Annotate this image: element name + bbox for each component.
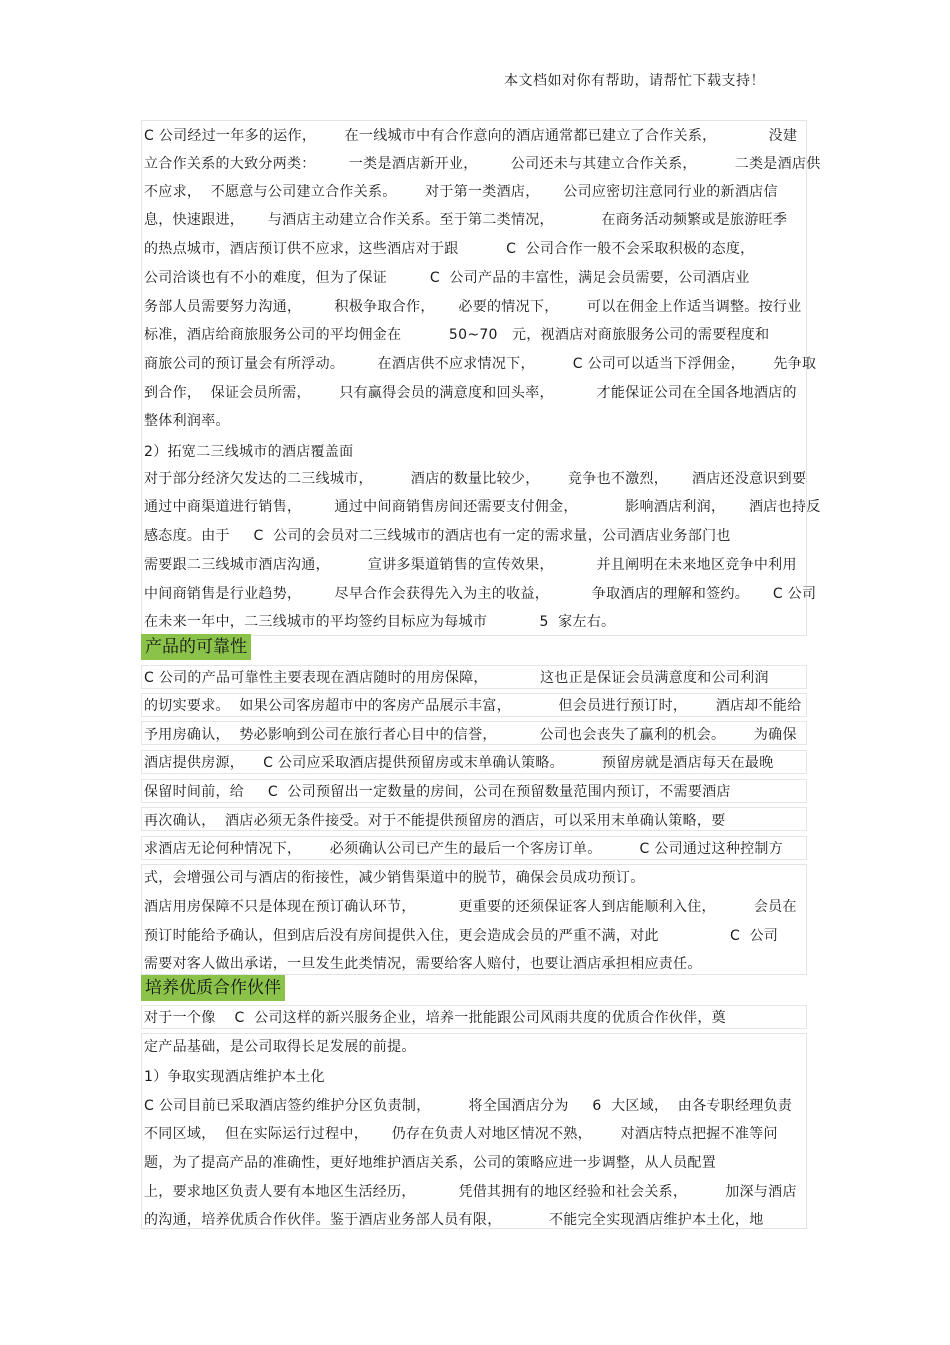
paragraph-line: C 公司的产品可靠性主要表现在酒店随时的用房保障， 这也正是保证会员满意度和公司利润 <box>144 670 769 686</box>
paragraph-line: 式，会增强公司与酒店的衔接性，减少销售渠道中的脱节，确保会员成功预订。 <box>144 870 645 886</box>
section-heading-reliability: 产品的可靠性 <box>141 634 251 660</box>
paragraph-line: 定产品基础，是公司取得长足发展的前提。 <box>144 1039 416 1055</box>
paragraph-line: 务部人员需要努力沟通， 积极争取合作， 必要的情况下， 可以在佣金上作适当调整。按行业 <box>144 299 802 315</box>
paragraph-line: 题，为了提高产品的准确性，更好地维护酒店关系，公司的策略应进一步调整，从人员配置 <box>144 1155 716 1171</box>
paragraph-line: 的热点城市，酒店预订供不应求，这些酒店对于跟 C 公司合作一般不会采取积极的态度， <box>144 241 755 257</box>
paragraph-line: 息，快速跟进， 与酒店主动建立合作关系。至于第二类情况， 在商务活动频繁或是旅游旺季 <box>144 212 788 228</box>
section-heading-partners: 培养优质合作伙伴 <box>141 975 285 1001</box>
paragraph-line: 公司洽谈也有不小的难度，但为了保证 C 公司产品的丰富性，满足会员需要，公司酒店业 <box>144 270 750 286</box>
paragraph-line: 予用房确认， 势必影响到公司在旅行者心目中的信誉， 公司也会丧失了赢利的机会。 为确保 <box>144 727 797 743</box>
paragraph-line: 的切实要求。 如果公司客房超市中的客房产品展示丰富， 但会员进行预订时， 酒店却不能给 <box>144 698 802 714</box>
paragraph-line: 不同区域， 但在实际运行过程中， 仍存在负责人对地区情况不熟， 对酒店特点把握不准等问 <box>144 1126 778 1142</box>
paragraph-line: 需要跟二三线城市酒店沟通， 宣讲多渠道销售的宣传效果， 并且阐明在未来地区竞争中利用 <box>144 557 797 573</box>
paragraph-line: 预订时能给予确认，但到店后没有房间提供入住，更会造成会员的严重不满，对此 C 公司 <box>144 928 779 944</box>
paragraph-line: 需要对客人做出承诺，一旦发生此类情况，需要给客人赔付，也要让酒店承担相应责任。 <box>144 956 702 972</box>
paragraph-line: 在未来一年中，二三线城市的平均签约目标应为每城市 5 家左右。 <box>144 614 616 630</box>
paragraph-line: 上，要求地区负责人要有本地区生活经历， 凭借其拥有的地区经验和社会关系， 加深与酒店 <box>144 1184 797 1200</box>
paragraph-line: 求酒店无论何种情况下， 必须确认公司已产生的最后一个客房订单。 C 公司通过这种控制方 <box>144 841 784 857</box>
paragraph-line: 整体利润率。 <box>144 413 230 429</box>
paragraph-line: 不应求， 不愿意与公司建立合作关系。 对于第一类酒店， 公司应密切注意同行业的新酒店信 <box>144 184 778 200</box>
paragraph-line: 再次确认， 酒店必须无条件接受。对于不能提供预留房的酒店，可以采用末单确认策略，要 <box>144 813 726 829</box>
paragraph-line: 到合作， 保证会员所需， 只有赢得会员的满意度和回头率， 才能保证公司在全国各地酒店的 <box>144 385 797 401</box>
paragraph-line: 标准，酒店给商旅服务公司的平均佣金在 50~70 元，视酒店对商旅服务公司的需要程度和 <box>144 327 770 343</box>
paragraph-line: 的沟通，培养优质合作伙伴。鉴于酒店业务部人员有限， 不能完全实现酒店维护本土化，地 <box>144 1212 764 1228</box>
subheading: 2）拓宽二三线城市的酒店覆盖面 <box>144 444 354 460</box>
paragraph-line: 感态度。由于 C 公司的会员对二三线城市的酒店也有一定的需求量，公司酒店业务部门也 <box>144 528 731 544</box>
paragraph-line: 对于一个像 C 公司这样的新兴服务企业，培养一批能跟公司风雨共度的优质合作伙伴，奠 <box>144 1010 726 1026</box>
paragraph-line: 立合作关系的大致分两类： 一类是酒店新开业， 公司还未与其建立合作关系， 二类是酒店供 <box>144 156 821 172</box>
paragraph-line: 酒店用房保障不只是体现在预订确认环节， 更重要的还须保证客人到店能顺利入住， 会员在 <box>144 899 797 915</box>
paragraph-line: 商旅公司的预订量会有所浮动。 在酒店供不应求情况下， C 公司可以适当下浮佣金， 先争取 <box>144 356 817 372</box>
paragraph-line: 酒店提供房源， C 公司应采取酒店提供预留房或末单确认策略。 预留房就是酒店每天在最晚 <box>144 755 774 771</box>
paragraph-line: C 公司目前已采取酒店签约维护分区负责制， 将全国酒店分为 6 大区域， 由各专职经理负责 <box>144 1098 793 1114</box>
paragraph-line: 通过中商渠道进行销售， 通过中间商销售房间还需要支付佣金， 影响酒店利润， 酒店也持反 <box>144 499 821 515</box>
paragraph-line: 对于部分经济欠发达的二三线城市， 酒店的数量比较少， 竞争也不激烈， 酒店还没意识到要 <box>144 471 807 487</box>
paragraph-line: C 公司经过一年多的运作， 在一线城市中有合作意向的酒店通常都已建立了合作关系， 没建 <box>144 128 798 144</box>
subheading: 1）争取实现酒店维护本土化 <box>144 1069 325 1085</box>
paragraph-line: 保留时间前，给 C 公司预留出一定数量的房间，公司在预留数量范围内预订，不需要酒店 <box>144 784 731 800</box>
page-header-note: 本文档如对你有帮助，请帮忙下载支持！ <box>504 73 765 89</box>
paragraph-line: 中间商销售是行业趋势， 尽早合作会获得先入为主的收益， 争取酒店的理解和签约。 C 公司 <box>144 586 817 602</box>
